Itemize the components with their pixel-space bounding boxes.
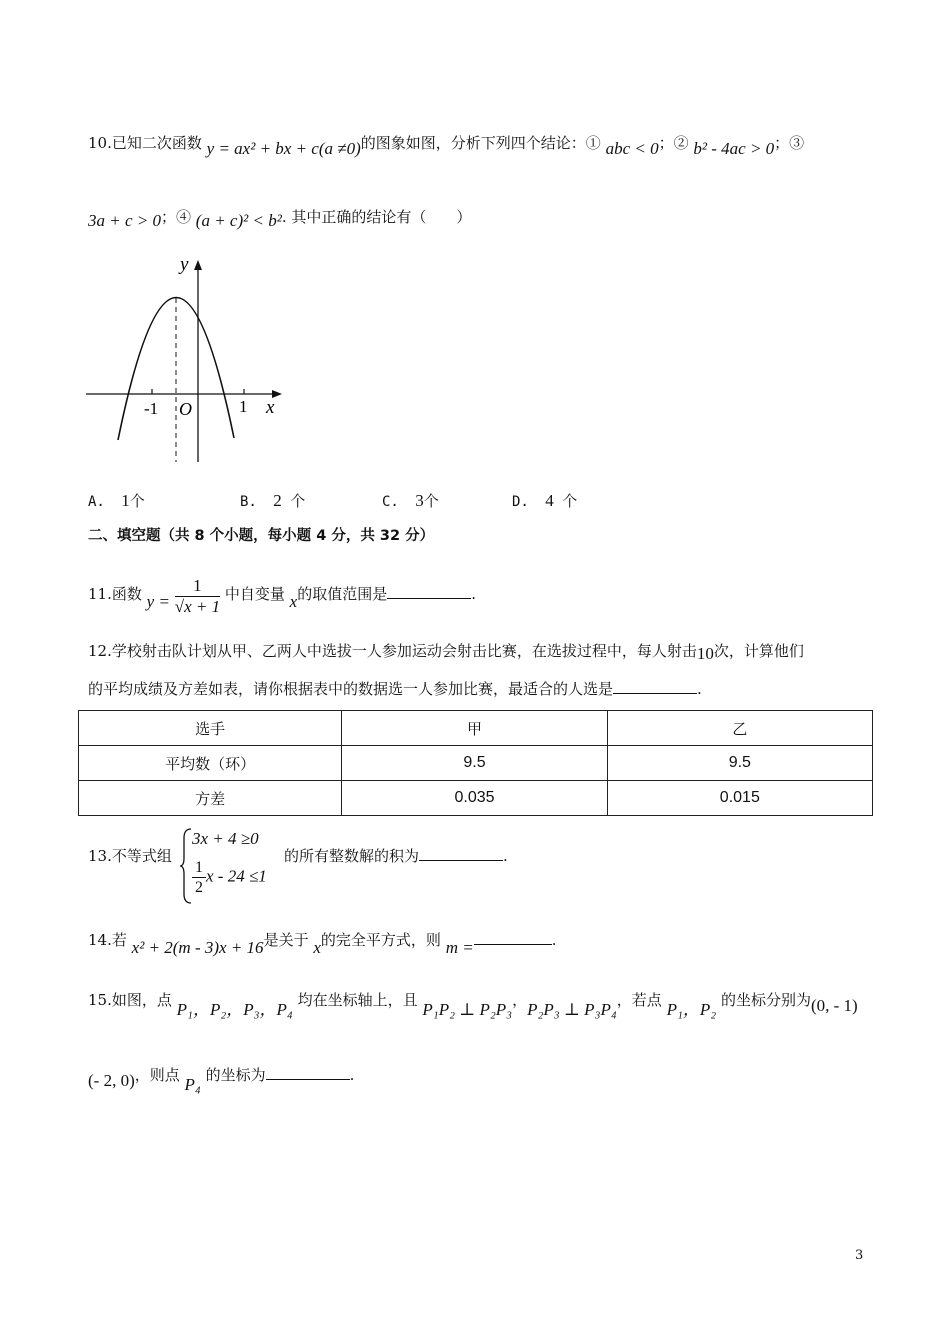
q12-count: 10 — [696, 644, 714, 663]
q15-answer-blank[interactable] — [266, 1079, 350, 1080]
option-d-unit: 个 — [562, 492, 578, 510]
q10-line1 — [88, 133, 805, 158]
q15-coord2: (- 2, 0) — [88, 1071, 135, 1090]
q13-frac-num: 1 — [192, 858, 206, 878]
q14-answer-blank[interactable] — [474, 944, 552, 945]
table-header-yi: 乙 — [607, 711, 872, 746]
q11-frac-den: √x + 1 — [174, 597, 221, 617]
q13-lead — [88, 847, 172, 865]
q14-var: x — [313, 938, 321, 957]
graph-x-label: x — [266, 397, 275, 418]
q11-answer-blank[interactable] — [387, 598, 471, 599]
q11-frac-num: 1 — [175, 576, 220, 597]
table-cell-yi-mean: 9.5 — [607, 746, 872, 781]
q15-text-e: ，则点 — [134, 1066, 180, 1084]
q15-comma: ， — [512, 991, 528, 1009]
graph-tick-neg-label: -1 — [144, 399, 159, 418]
q12-line1-b: 次，计算他们 — [713, 642, 804, 660]
q15-perp2: P₂P₃ ⊥ P₃P₄ — [527, 1000, 617, 1019]
q15-p1p2: P₁，P₂ — [666, 1000, 717, 1019]
table-header-row — [79, 711, 873, 746]
q14-number: 14. — [88, 931, 112, 949]
option-b-letter: B. — [240, 494, 257, 510]
option-d-letter: D. — [512, 494, 529, 510]
q15-text-f: 的坐标为 — [205, 1066, 266, 1084]
option-a-letter: A. — [88, 494, 105, 510]
q13-text-b: 的所有整数解的积为 — [284, 847, 420, 865]
q10-sep-2: ；③ — [774, 134, 805, 152]
option-d-value: 4 — [545, 491, 554, 510]
q15-text-a: 如图，点 — [111, 991, 172, 1009]
q13-ineq2 — [192, 858, 267, 897]
q15-line2 — [88, 1065, 355, 1094]
q15-perp1: P₁P₂ ⊥ P₂P₃ — [422, 1000, 513, 1019]
q13-end: . — [503, 847, 508, 865]
q13-tail — [284, 847, 508, 865]
table-cell-yi-variance: 0.015 — [607, 781, 872, 816]
q10-sep-3: ；④ — [161, 208, 192, 226]
q12-answer-blank[interactable] — [613, 693, 697, 694]
option-c-unit: 个 — [423, 492, 439, 510]
q10-stem-c: . 其中正确的结论有（ ） — [281, 208, 472, 226]
q10-conclusion-4: (a + c)² < b² — [195, 211, 282, 230]
q15-points: P₁，P₂，P₃，P₄ — [176, 1000, 293, 1019]
table-header-jia: 甲 — [342, 711, 607, 746]
q11-line — [88, 574, 476, 616]
q11-text-a: 函数 — [111, 584, 142, 603]
q13-ineq2-rest: x - 24 ≤1 — [206, 866, 267, 886]
table-row — [79, 746, 873, 781]
q15-line1 — [88, 990, 858, 1019]
option-a-value: 1 — [121, 491, 130, 510]
q14-lhs: m = — [445, 938, 474, 957]
q10-stem-b: 的图象如图，分析下列四个结论：① — [360, 134, 601, 152]
q10-formula: y = ax² + bx + c(a ≠0) — [206, 139, 361, 158]
q15-p4: P₄ — [184, 1075, 201, 1094]
section2-heading: 二、填空题（共 8 个小题，每小题 4 分，共 32 分） — [88, 528, 435, 544]
q15-number: 15. — [88, 991, 112, 1009]
q15-coord1: (0, - 1) — [810, 996, 858, 1015]
q11-end: . — [471, 584, 477, 603]
option-b[interactable] — [240, 490, 305, 511]
q12-line2-text: 的平均成绩及方差如表，请你根据表中的数据选一人参加比赛，最适合的人选是 — [88, 680, 614, 698]
q12-score-table — [78, 710, 873, 816]
q12-line1 — [88, 641, 804, 661]
option-a[interactable] — [88, 490, 145, 511]
q13-answer-blank[interactable] — [419, 860, 503, 861]
option-c-value: 3 — [415, 491, 424, 510]
q11-number: 11. — [88, 584, 112, 603]
q13-text-a: 不等式组 — [111, 847, 172, 865]
q10-conclusion-3: 3a + c > 0 — [88, 211, 161, 230]
q12-end: . — [697, 680, 702, 698]
q11-var: x — [289, 591, 298, 611]
q10-conclusion-2: b² - 4ac > 0 — [693, 139, 775, 158]
option-d[interactable] — [512, 490, 577, 511]
q14-text-b: 是关于 — [263, 931, 309, 949]
option-a-unit: 个 — [129, 492, 145, 510]
q15-text-b: 均在坐标轴上，且 — [297, 991, 418, 1009]
q15-end: . — [349, 1066, 355, 1084]
table-cell-jia-mean: 9.5 — [342, 746, 607, 781]
q11-frac-den-radicand: x + 1 — [184, 597, 221, 617]
q10-sep-1: ；② — [658, 134, 689, 152]
parabola-graph — [84, 250, 294, 470]
q14-text-a: 若 — [111, 931, 127, 949]
q14-line — [88, 930, 557, 957]
q14-text-c: 的完全平方式，则 — [320, 931, 441, 949]
q11-formula-lhs: y = — [146, 591, 170, 611]
option-b-unit: 个 — [290, 492, 306, 510]
option-c-letter: C. — [382, 494, 399, 510]
q13-number: 13. — [88, 847, 112, 865]
q13-frac-den: 2 — [195, 879, 203, 897]
option-c[interactable] — [382, 490, 439, 511]
q10-number: 10. — [88, 134, 112, 152]
q11-text-b: 中自变量 — [224, 584, 285, 603]
q14-end: . — [551, 931, 557, 949]
graph-tick-pos-label: 1 — [239, 397, 248, 416]
table-cell-jia-variance: 0.035 — [342, 781, 607, 816]
table-row — [79, 781, 873, 816]
q12-number: 12. — [88, 642, 112, 660]
q13-ineq1: 3x + 4 ≥0 — [192, 829, 259, 848]
graph-y-label: y — [180, 254, 189, 275]
table-row-label-mean: 平均数（环） — [79, 746, 342, 781]
q10-line2 — [88, 207, 472, 230]
q15-text-c: ，若点 — [616, 991, 662, 1009]
q11-text-c: 的取值范围是 — [297, 584, 388, 603]
q12-line2 — [88, 680, 702, 698]
page-number: 3 — [855, 1248, 864, 1263]
q14-formula: x² + 2(m - 3)x + 16 — [131, 938, 264, 957]
q13-brace — [180, 828, 192, 904]
q15-text-d: 的坐标分别为 — [720, 991, 811, 1009]
graph-origin-label: O — [179, 399, 192, 419]
table-row-label-variance: 方差 — [79, 781, 342, 816]
q11-fraction — [175, 576, 220, 618]
option-b-value: 2 — [273, 491, 282, 510]
q12-line1-a: 学校射击队计划从甲、乙两人中选拔一人参加运动会射击比赛，在选拔过程中，每人射击 — [111, 642, 697, 660]
q13-ineq2-frac — [192, 858, 206, 897]
table-header-player: 选手 — [79, 711, 342, 746]
q10-conclusion-1: abc < 0 — [605, 139, 659, 158]
q10-stem-a: 已知二次函数 — [111, 134, 202, 152]
